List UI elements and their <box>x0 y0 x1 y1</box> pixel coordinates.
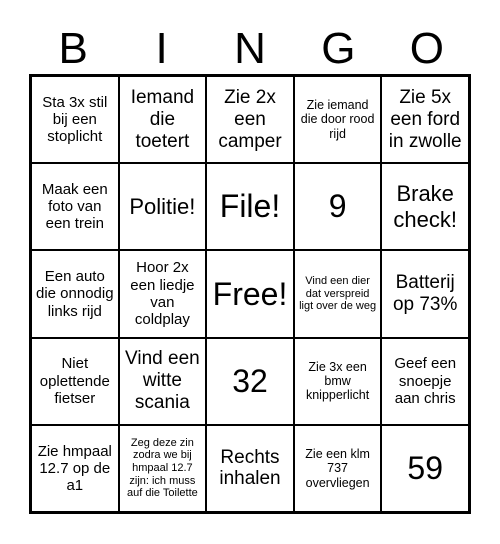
bingo-cell[interactable]: Zie een klm 737 overvliegen <box>294 425 382 512</box>
bingo-cell[interactable]: Maak een foto van een trein <box>31 163 119 250</box>
bingo-cell[interactable]: 9 <box>294 163 382 250</box>
bingo-cell[interactable]: Vind een dier dat verspreid ligt over de weg <box>294 250 382 337</box>
bingo-cell[interactable]: 32 <box>206 338 294 425</box>
header-letter-g: G <box>321 24 356 73</box>
bingo-cell[interactable]: Brake check! <box>381 163 469 250</box>
header-letter-b: B <box>58 24 88 73</box>
bingo-cell[interactable]: Zeg deze zin zodra we bij hmpaal 12.7 zijn: ich muss auf die Toilette <box>119 425 207 512</box>
bingo-cell[interactable]: Zie 3x een bmw knipperlicht <box>294 338 382 425</box>
bingo-cell[interactable]: Een auto die onnodig links rijd <box>31 250 119 337</box>
header-letter-n: N <box>234 24 266 73</box>
bingo-cell[interactable]: Geef een snoepje aan chris <box>381 338 469 425</box>
bingo-cell[interactable]: Vind een witte scania <box>119 338 207 425</box>
bingo-cell[interactable]: Iemand die toetert <box>119 76 207 163</box>
bingo-cell[interactable]: File! <box>206 163 294 250</box>
header-letter-i: I <box>155 24 168 73</box>
bingo-cell[interactable]: Politie! <box>119 163 207 250</box>
header-letter-o: O <box>409 24 444 73</box>
bingo-cell[interactable]: Zie 5x een ford in zwolle <box>381 76 469 163</box>
bingo-cell[interactable]: Sta 3x stil bij een stoplicht <box>31 76 119 163</box>
bingo-cell[interactable]: Rechts inhalen <box>206 425 294 512</box>
bingo-cell[interactable]: Hoor 2x een liedje van coldplay <box>119 250 207 337</box>
bingo-header <box>29 24 471 74</box>
bingo-cell[interactable]: Batterij op 73% <box>381 250 469 337</box>
bingo-cell[interactable]: Zie 2x een camper <box>206 76 294 163</box>
bingo-cell[interactable]: Zie hmpaal 12.7 op de a1 <box>31 425 119 512</box>
bingo-cell-free[interactable]: Free! <box>206 250 294 337</box>
bingo-cell[interactable]: 59 <box>381 425 469 512</box>
bingo-grid <box>29 74 471 514</box>
bingo-cell[interactable]: Niet oplettende fietser <box>31 338 119 425</box>
bingo-cell[interactable]: Zie iemand die door rood rijd <box>294 76 382 163</box>
